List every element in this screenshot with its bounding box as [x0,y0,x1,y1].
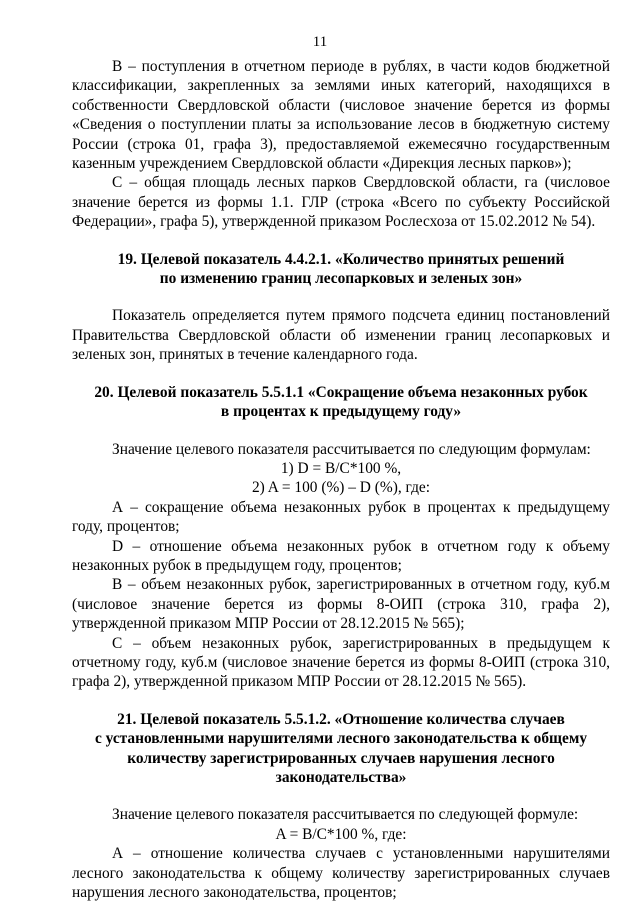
document-body [72,57,610,902]
paragraph-c-definition: С – общая площадь лесных парков Свердловской области, га (числовое значение берется из формы 1.1. ГЛР (строка «Всего по субъекту Российской Федерации», графа 5), утвержденной приказом Рослесхоза от 15.02.2012 № 54). [72,174,610,231]
section-19-text: Показатель определяется путем прямого подсчета единиц постановлений Правительства Свердловской области об изменении границ лесопарковых и зеленых зон, принятых в течение календарного года. [72,307,610,364]
definition-c: С – объем незаконных рубок, зарегистрированных в предыдущем к отчетному году, куб.м (числовое значение берется из формы 8-ОИП (строка 310, графа 2), утвержденной приказом МПР России от 28.12.2015 № 565). [72,634,610,691]
section-21-intro: Значение целевого показателя рассчитывается по следующей формуле: [112,806,579,824]
section-20-intro: Значение целевого показателя рассчитывается по следующим формулам: [112,440,591,458]
section-20-heading [72,383,610,422]
heading-line: количеству зарегистрированных случаев нарушения лесного [127,749,555,767]
heading-line: законодательства» [275,769,407,786]
definition-a: А – сокращение объема незаконных рубок в процентах к предыдущему году, процентов; [72,498,610,536]
definition-a-21: А – отношение количества случаев с установленными нарушителями лесного законодательства к общему количеству зарегистрированных случаев нарушения лесного законодательства, процентов; [72,845,610,902]
heading-line: 21. Целевой показатель 5.5.1.2. «Отношение количества случаев [117,710,565,728]
definition-d: D – отношение объема незаконных рубок в отчетном году к объему незаконных рубок в предыдущем году, процентов; [72,537,610,574]
heading-line: 20. Целевой показатель 5.5.1.1 «Сокращение объема незаконных рубок [94,383,588,401]
page-number: 11 [312,34,328,50]
definition-b: В – объем незаконных рубок, зарегистрированных в отчетном году, куб.м (числовое значение берется из формы 8-ОИП (строка 310, графа 2), утвержденной приказом МПР России от 28.12.2015 № 565); [72,576,610,633]
paragraph-b-definition: В – поступления в отчетном периоде в рублях, в части кодов бюджетной классификации, закрепленных за землями иных категорий, находящихся в собственности Свердловской области (числовое значение берется из формы «Сведения о поступлении платы за использование лесов в бюджетную систему России (строка 01, графа 3), предоставляемой ежемесячно государственным казенным учреждением Свердловской области «Дирекция лесных парков»); [72,58,610,173]
formula-2: 2) A = 100 (%) – D (%), где: [251,479,431,497]
formula-main: A = B/C*100 %, где: [275,825,407,843]
heading-line: с установленными нарушителями лесного законодательства к общему [94,730,588,748]
formula-1: 1) D = B/C*100 %, [280,459,402,477]
heading-line: по изменению границ лесопарковых и зеленых зон» [159,270,523,288]
heading-line: в процентах к предыдущему году» [220,403,462,421]
heading-line: 19. Целевой показатель 4.4.2.1. «Количество принятых решений [117,250,565,268]
section-21-heading [72,710,610,788]
section-19-heading [72,250,610,289]
